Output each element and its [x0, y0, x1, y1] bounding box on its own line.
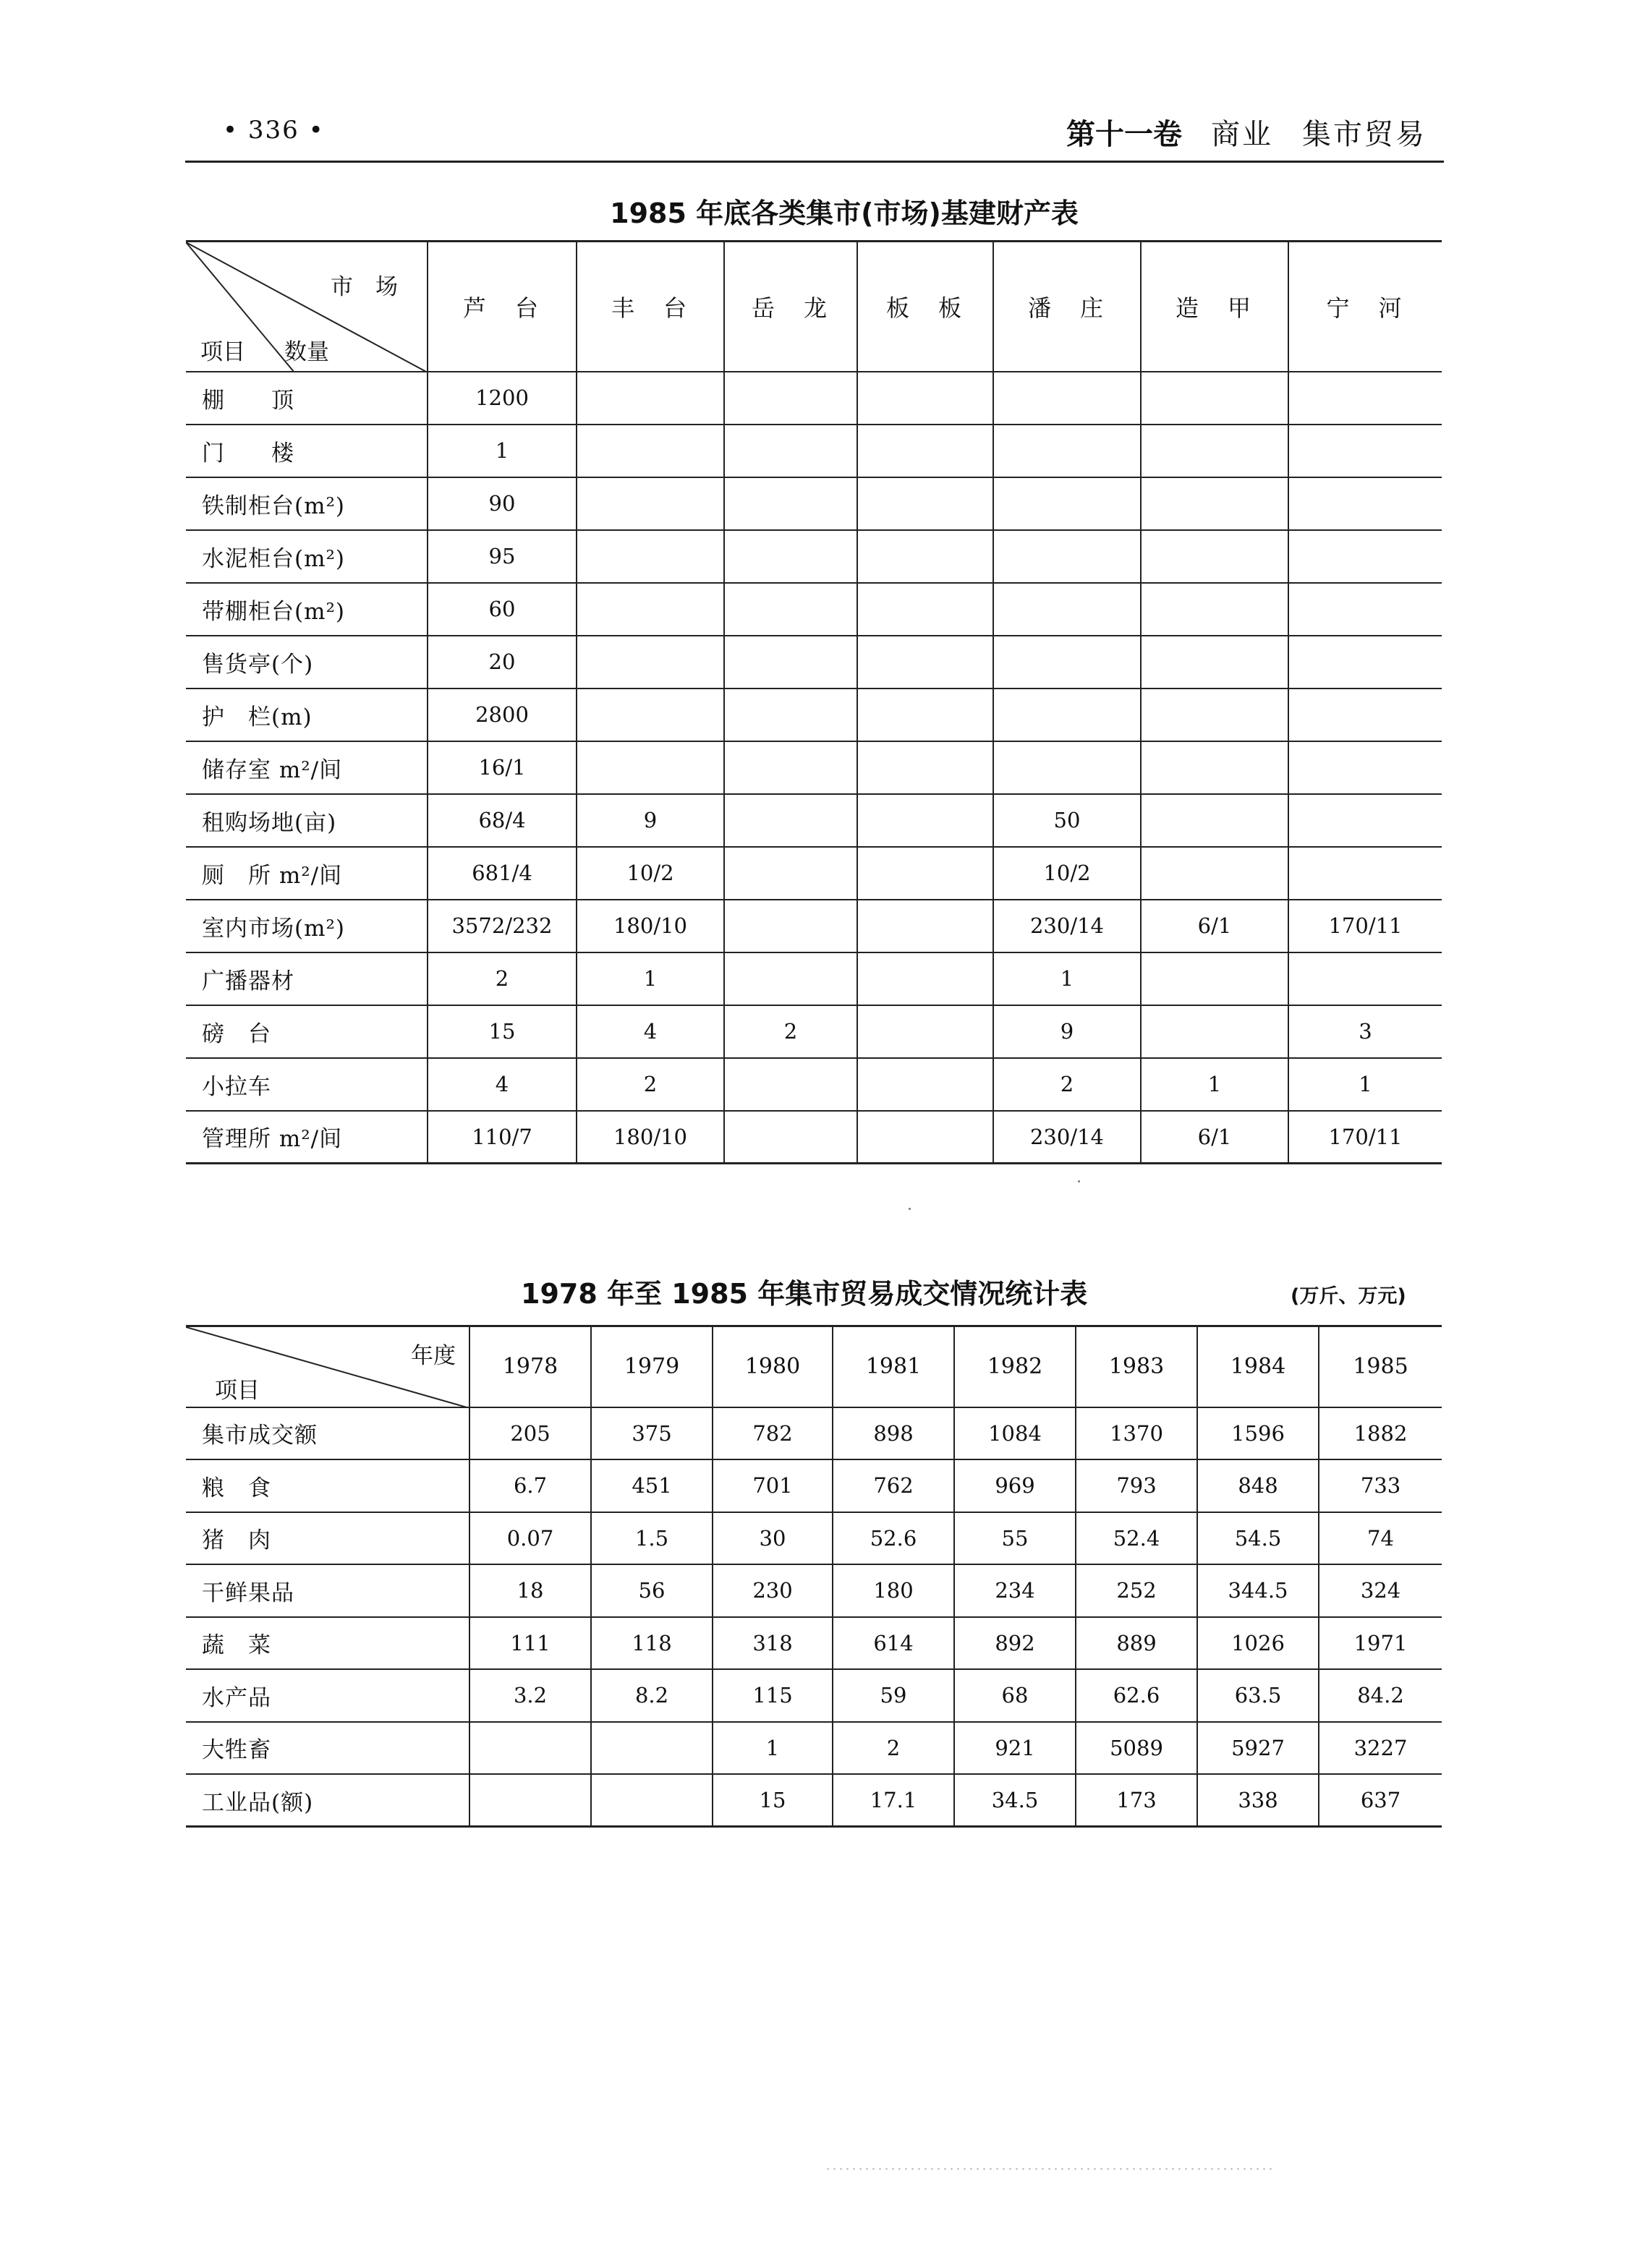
table-cell: 1: [1288, 1058, 1442, 1111]
table-row: [186, 1617, 1442, 1670]
table-cell: 230/14: [993, 900, 1141, 952]
row-label: 室内市场(m²): [186, 900, 428, 952]
table2-col-header: 1985: [1319, 1326, 1442, 1407]
table-cell: 1971: [1319, 1617, 1442, 1670]
table1-col-header: 板 板: [857, 242, 993, 372]
scan-speck: [1078, 1180, 1080, 1182]
table-cell: [857, 847, 993, 900]
table-row: [186, 1005, 1442, 1058]
table-cell: 701: [713, 1459, 833, 1512]
table-cell: [993, 636, 1141, 688]
table-cell: 59: [833, 1669, 954, 1722]
table-cell: 2: [428, 952, 577, 1005]
table-cell: 2: [577, 1058, 724, 1111]
table2-corner-cell: [186, 1326, 469, 1407]
table-cell: 173: [1076, 1774, 1197, 1827]
table-cell: 848: [1197, 1459, 1319, 1512]
table-cell: [1141, 688, 1288, 741]
table-row: [186, 1722, 1442, 1775]
table-cell: 118: [591, 1617, 713, 1670]
table-cell: [724, 636, 857, 688]
table-cell: [724, 1111, 857, 1164]
row-label: 水产品: [186, 1669, 469, 1722]
table-cell: 234: [954, 1564, 1076, 1617]
table-row: [186, 530, 1442, 583]
table-cell: [1141, 741, 1288, 794]
table-cell: [857, 425, 993, 477]
table-cell: [1288, 583, 1442, 636]
table-row: [186, 1058, 1442, 1111]
table-cell: [724, 583, 857, 636]
scan-speck: [909, 1208, 911, 1210]
table-cell: 230: [713, 1564, 833, 1617]
table-row: [186, 583, 1442, 636]
table-cell: [724, 530, 857, 583]
table-cell: 115: [713, 1669, 833, 1722]
table-row: [186, 741, 1442, 794]
table-cell: 16/1: [428, 741, 577, 794]
row-label: 干鲜果品: [186, 1564, 469, 1617]
table-cell: [724, 688, 857, 741]
table2-corner-item: 项目: [215, 1378, 260, 1404]
table-cell: 55: [954, 1512, 1076, 1565]
table-cell: 3572/232: [428, 900, 577, 952]
table-cell: [857, 900, 993, 952]
table-cell: 10/2: [993, 847, 1141, 900]
table2-col-header: 1978: [469, 1326, 591, 1407]
table-cell: 20: [428, 636, 577, 688]
row-label: 粮 食: [186, 1459, 469, 1512]
table-row: [186, 1111, 1442, 1164]
scan-noise-dots: [825, 2167, 1273, 2171]
table-cell: [1141, 636, 1288, 688]
table-row: [186, 1407, 1442, 1460]
row-label: 储存室 m²/间: [186, 741, 428, 794]
table2-col-header: 1979: [591, 1326, 713, 1407]
table-cell: 898: [833, 1407, 954, 1460]
table-cell: [857, 583, 993, 636]
table-cell: [591, 1722, 713, 1775]
row-label: 工业品(额): [186, 1774, 469, 1827]
table-cell: [724, 741, 857, 794]
table-cell: 1.5: [591, 1512, 713, 1565]
table1-col-header: 宁 河: [1288, 242, 1442, 372]
table-cell: [724, 794, 857, 847]
table-cell: 180/10: [577, 1111, 724, 1164]
table-row: [186, 1669, 1442, 1722]
table-cell: 344.5: [1197, 1564, 1319, 1617]
table-row: [186, 1774, 1442, 1827]
table-cell: 54.5: [1197, 1512, 1319, 1565]
table1-col-header: 岳 龙: [724, 242, 857, 372]
table-cell: [577, 583, 724, 636]
row-label: 广播器材: [186, 952, 428, 1005]
table2-col-header: 1984: [1197, 1326, 1319, 1407]
table2-col-header: 1982: [954, 1326, 1076, 1407]
table-cell: [724, 847, 857, 900]
table-cell: [1141, 477, 1288, 530]
table-cell: 180/10: [577, 900, 724, 952]
table-cell: 1596: [1197, 1407, 1319, 1460]
table-cell: 4: [428, 1058, 577, 1111]
table-row: [186, 477, 1442, 530]
table-cell: 17.1: [833, 1774, 954, 1827]
table-cell: [1141, 530, 1288, 583]
table-cell: 892: [954, 1617, 1076, 1670]
table-cell: 84.2: [1319, 1669, 1442, 1722]
table2-header-row: [186, 1326, 1442, 1407]
table2-body: [186, 1407, 1442, 1827]
table-row: [186, 847, 1442, 900]
table-cell: 52.4: [1076, 1512, 1197, 1565]
table-cell: [1288, 741, 1442, 794]
row-label: 售货亭(个): [186, 636, 428, 688]
table1-body: [186, 372, 1442, 1164]
row-label: 小拉车: [186, 1058, 428, 1111]
volume-label: 第十一卷: [1066, 118, 1182, 151]
table-cell: [1288, 952, 1442, 1005]
table-cell: [857, 1111, 993, 1164]
table-cell: 1: [713, 1722, 833, 1775]
table-cell: [857, 688, 993, 741]
row-label: 铁制柜台(m²): [186, 477, 428, 530]
table-cell: 338: [1197, 1774, 1319, 1827]
table-cell: [1288, 688, 1442, 741]
table-cell: [1288, 372, 1442, 425]
table-cell: 10/2: [577, 847, 724, 900]
table-cell: 451: [591, 1459, 713, 1512]
table-cell: 921: [954, 1722, 1076, 1775]
table2-unit: (万斤、万元): [1291, 1285, 1406, 1308]
table-cell: 50: [993, 794, 1141, 847]
table-cell: [993, 425, 1141, 477]
table-row: [186, 952, 1442, 1005]
table-cell: [857, 1058, 993, 1111]
table-row: [186, 425, 1442, 477]
table-cell: 62.6: [1076, 1669, 1197, 1722]
table-cell: 6/1: [1141, 900, 1288, 952]
row-label: 集市成交额: [186, 1407, 469, 1460]
table-row: [186, 1459, 1442, 1512]
table-cell: 5927: [1197, 1722, 1319, 1775]
table-cell: [857, 372, 993, 425]
table-cell: [993, 688, 1141, 741]
table-cell: 3.2: [469, 1669, 591, 1722]
table-row: [186, 688, 1442, 741]
table-row: [186, 636, 1442, 688]
table2-col-header: 1981: [833, 1326, 954, 1407]
table-cell: [577, 372, 724, 425]
table-cell: [993, 477, 1141, 530]
table-cell: [1288, 794, 1442, 847]
running-head: [1066, 111, 1427, 153]
table-cell: [1141, 1005, 1288, 1058]
table-cell: 5089: [1076, 1722, 1197, 1775]
table-row: [186, 372, 1442, 425]
table-cell: 110/7: [428, 1111, 577, 1164]
table-cell: [993, 583, 1141, 636]
table-cell: 1: [428, 425, 577, 477]
table2-corner-year: 年度: [411, 1343, 456, 1369]
table-cell: [724, 372, 857, 425]
table-cell: [724, 1058, 857, 1111]
table-cell: 324: [1319, 1564, 1442, 1617]
table-cell: 252: [1076, 1564, 1197, 1617]
table-cell: [577, 530, 724, 583]
table2-title: 1978 年至 1985 年集市贸易成交情况统计表: [521, 1278, 1088, 1310]
category-label: 商业: [1211, 118, 1273, 151]
table-cell: 111: [469, 1617, 591, 1670]
row-label: 水泥柜台(m²): [186, 530, 428, 583]
table-cell: 637: [1319, 1774, 1442, 1827]
table-cell: 3: [1288, 1005, 1442, 1058]
table-cell: [1288, 847, 1442, 900]
table-cell: [1141, 425, 1288, 477]
row-label: 猪 肉: [186, 1512, 469, 1565]
table-row: [186, 1564, 1442, 1617]
table-cell: 52.6: [833, 1512, 954, 1565]
table-cell: 68: [954, 1669, 1076, 1722]
table-cell: 90: [428, 477, 577, 530]
table-cell: 1: [993, 952, 1141, 1005]
table-cell: 1200: [428, 372, 577, 425]
table-cell: 95: [428, 530, 577, 583]
table-cell: [1288, 425, 1442, 477]
table-cell: 318: [713, 1617, 833, 1670]
table-cell: 9: [577, 794, 724, 847]
table-cell: 60: [428, 583, 577, 636]
table2-col-header: 1980: [713, 1326, 833, 1407]
table-cell: 15: [428, 1005, 577, 1058]
table-cell: 4: [577, 1005, 724, 1058]
table1-corner-market: 市 场: [331, 274, 398, 300]
table-cell: [993, 530, 1141, 583]
table-cell: 681/4: [428, 847, 577, 900]
table-cell: [577, 741, 724, 794]
table-cell: 15: [713, 1774, 833, 1827]
trade-volume-table: [186, 1325, 1442, 1828]
table-cell: 762: [833, 1459, 954, 1512]
table-cell: [577, 477, 724, 530]
table-cell: 733: [1319, 1459, 1442, 1512]
table-cell: 2: [833, 1722, 954, 1775]
row-label: 护 栏(m): [186, 688, 428, 741]
table-cell: [857, 794, 993, 847]
table-cell: [469, 1774, 591, 1827]
table-cell: 9: [993, 1005, 1141, 1058]
table-cell: [1141, 583, 1288, 636]
table-cell: 170/11: [1288, 900, 1442, 952]
table-cell: 8.2: [591, 1669, 713, 1722]
table-cell: 2: [993, 1058, 1141, 1111]
table1-corner-cell: [186, 242, 428, 372]
table-cell: [724, 425, 857, 477]
table-cell: 1: [577, 952, 724, 1005]
table-cell: [857, 1005, 993, 1058]
table-cell: [577, 425, 724, 477]
row-label: 棚 顶: [186, 372, 428, 425]
table-cell: 180: [833, 1564, 954, 1617]
table-cell: [993, 741, 1141, 794]
table-cell: [857, 952, 993, 1005]
table-cell: 889: [1076, 1617, 1197, 1670]
table-cell: 375: [591, 1407, 713, 1460]
table-cell: 63.5: [1197, 1669, 1319, 1722]
table-cell: [857, 636, 993, 688]
row-label: 门 楼: [186, 425, 428, 477]
table1-col-header: 丰 台: [577, 242, 724, 372]
table-cell: 1370: [1076, 1407, 1197, 1460]
table-cell: [724, 477, 857, 530]
table-cell: 782: [713, 1407, 833, 1460]
table-cell: [1141, 794, 1288, 847]
page-number: • 336 •: [223, 116, 325, 145]
row-label: 租购场地(亩): [186, 794, 428, 847]
table-cell: 74: [1319, 1512, 1442, 1565]
table-cell: 230/14: [993, 1111, 1141, 1164]
row-label: 管理所 m²/间: [186, 1111, 428, 1164]
table1-title: 1985 年底各类集市(市场)基建财产表: [610, 197, 1079, 229]
table-cell: [1288, 530, 1442, 583]
section-label: 集市贸易: [1302, 118, 1427, 151]
table-cell: [857, 530, 993, 583]
table-cell: 2800: [428, 688, 577, 741]
table-cell: [1141, 847, 1288, 900]
table-cell: [1141, 952, 1288, 1005]
table1-col-header: 芦 台: [428, 242, 577, 372]
table-cell: 2: [724, 1005, 857, 1058]
table-cell: [857, 741, 993, 794]
table-cell: 0.07: [469, 1512, 591, 1565]
table-row: [186, 794, 1442, 847]
table-cell: 1882: [1319, 1407, 1442, 1460]
table-cell: 969: [954, 1459, 1076, 1512]
table-cell: 6.7: [469, 1459, 591, 1512]
table-cell: [577, 636, 724, 688]
table-cell: 68/4: [428, 794, 577, 847]
table-row: [186, 900, 1442, 952]
infrastructure-table: [186, 240, 1442, 1164]
table-cell: [724, 952, 857, 1005]
table-cell: [1288, 636, 1442, 688]
table-cell: [591, 1774, 713, 1827]
table-cell: 30: [713, 1512, 833, 1565]
table1-header-row: [186, 242, 1442, 372]
table-cell: 1026: [1197, 1617, 1319, 1670]
table-cell: [577, 688, 724, 741]
table-cell: 6/1: [1141, 1111, 1288, 1164]
row-label: 大牲畜: [186, 1722, 469, 1775]
table-cell: 170/11: [1288, 1111, 1442, 1164]
table-cell: [1141, 372, 1288, 425]
table-cell: 18: [469, 1564, 591, 1617]
table-cell: 3227: [1319, 1722, 1442, 1775]
row-label: 磅 台: [186, 1005, 428, 1058]
table-cell: [993, 372, 1141, 425]
table-cell: [469, 1722, 591, 1775]
table-cell: [1288, 477, 1442, 530]
table1-col-header: 潘 庄: [993, 242, 1141, 372]
row-label: 厕 所 m²/间: [186, 847, 428, 900]
table1-corner-quantity: 数量: [284, 339, 329, 365]
table-cell: [857, 477, 993, 530]
table-cell: 205: [469, 1407, 591, 1460]
table-cell: 34.5: [954, 1774, 1076, 1827]
table-cell: 56: [591, 1564, 713, 1617]
table-row: [186, 1512, 1442, 1565]
row-label: 蔬 菜: [186, 1617, 469, 1670]
table-cell: [724, 900, 857, 952]
table-cell: 793: [1076, 1459, 1197, 1512]
table-cell: 614: [833, 1617, 954, 1670]
table-cell: 1: [1141, 1058, 1288, 1111]
page-header: [185, 108, 1444, 163]
table1-col-header: 造 甲: [1141, 242, 1288, 372]
row-label: 带棚柜台(m²): [186, 583, 428, 636]
table2-col-header: 1983: [1076, 1326, 1197, 1407]
table1-corner-item: 项目: [200, 339, 245, 365]
table-cell: 1084: [954, 1407, 1076, 1460]
